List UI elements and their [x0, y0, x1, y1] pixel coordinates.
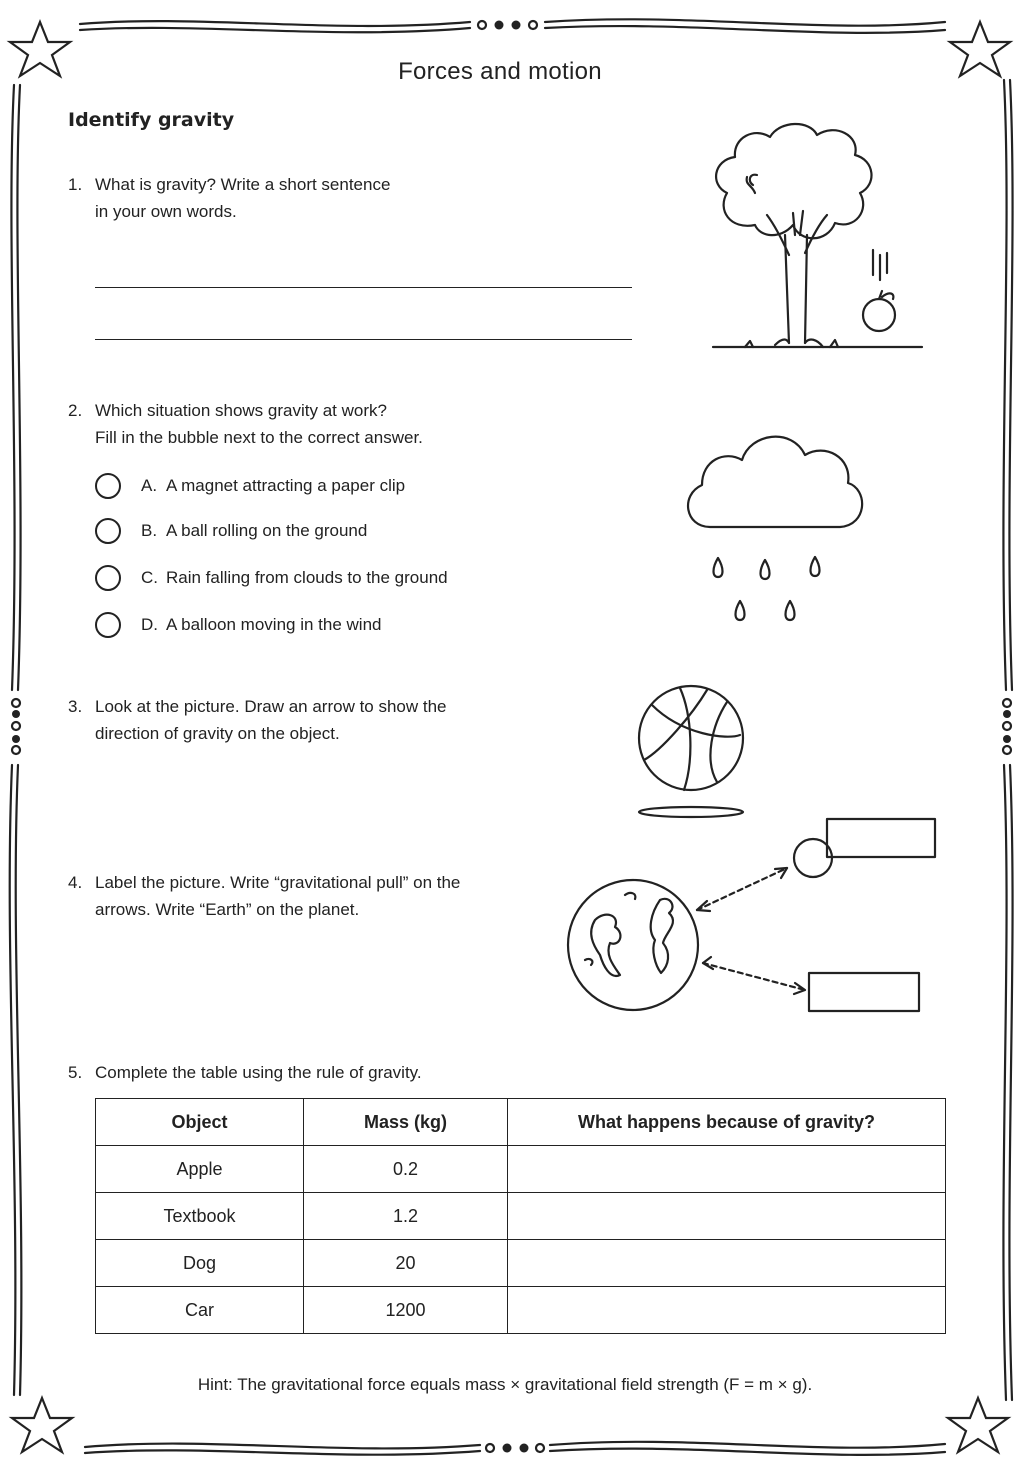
question-number: 1.	[68, 175, 83, 194]
section-heading: Identify gravity	[68, 109, 235, 131]
question-number: 5.	[68, 1063, 83, 1082]
question-text-line: Fill in the bubble next to the correct answer.	[95, 428, 423, 447]
mass-cell: 1.2	[304, 1193, 508, 1240]
object-cell: Dog	[96, 1240, 304, 1287]
mass-cell: 1200	[304, 1287, 508, 1334]
option-letter: B.	[141, 521, 158, 540]
answer-line[interactable]	[95, 339, 632, 340]
question-number: 2.	[68, 401, 83, 420]
question-text-line: Complete the table using the rule of gravity.	[95, 1063, 422, 1082]
gravity-table	[95, 1098, 946, 1334]
table-header-effect: What happens because of gravity?	[508, 1099, 946, 1146]
table-header-mass: Mass (kg)	[304, 1099, 508, 1146]
question-3	[68, 693, 668, 753]
option-text: A magnet attracting a paper clip	[166, 476, 406, 495]
object-cell: Car	[96, 1287, 304, 1334]
earth-and-moon-illustration	[565, 815, 940, 1015]
question-2	[68, 397, 668, 457]
option-text: Rain falling from clouds to the ground	[166, 568, 448, 587]
option-text: A balloon moving in the wind	[166, 615, 382, 634]
question-1	[68, 171, 668, 231]
table-row	[96, 1146, 946, 1193]
answer-cell[interactable]	[508, 1240, 946, 1287]
rain-cloud-illustration	[680, 425, 870, 635]
answer-cell[interactable]	[508, 1287, 946, 1334]
option-letter: D.	[141, 615, 158, 634]
table-header-object: Object	[96, 1099, 304, 1146]
question-text-line: arrows. Write “Earth” on the planet.	[95, 900, 360, 919]
question-number: 3.	[68, 697, 83, 716]
mass-cell: 20	[304, 1240, 508, 1287]
basketball-illustration	[632, 680, 752, 825]
question-text-line: in your own words.	[95, 202, 237, 221]
question-5	[68, 1059, 668, 1089]
answer-bubble[interactable]	[95, 612, 121, 638]
hint-text: Hint: The gravitational force equals mass × gravitational field strength (F = m × g).	[197, 1375, 813, 1394]
option-text: A ball rolling on the ground	[166, 521, 368, 540]
question-text-line: What is gravity? Write a short sentence	[95, 175, 391, 194]
question-text-line: Label the picture. Write “gravitational pull” on the	[95, 873, 461, 892]
object-cell: Textbook	[96, 1193, 304, 1240]
answer-cell[interactable]	[508, 1193, 946, 1240]
table-header-row	[96, 1099, 946, 1146]
option-letter: C.	[141, 568, 158, 587]
answer-bubble[interactable]	[95, 565, 121, 591]
object-cell: Apple	[96, 1146, 304, 1193]
tree-with-falling-apple-illustration	[705, 115, 930, 360]
table-row	[96, 1287, 946, 1334]
question-number: 4.	[68, 873, 83, 892]
question-text-line: direction of gravity on the object.	[95, 724, 340, 743]
answer-cell[interactable]	[508, 1146, 946, 1193]
worksheet-title: Forces and motion	[398, 58, 602, 85]
question-text-line: Which situation shows gravity at work?	[95, 401, 387, 420]
table-row	[96, 1240, 946, 1287]
answer-bubble[interactable]	[95, 518, 121, 544]
mass-cell: 0.2	[304, 1146, 508, 1193]
answer-bubble[interactable]	[95, 473, 121, 499]
question-text-line: Look at the picture. Draw an arrow to show the	[95, 697, 447, 716]
answer-line[interactable]	[95, 287, 632, 288]
option-letter: A.	[141, 476, 158, 495]
table-row	[96, 1193, 946, 1240]
